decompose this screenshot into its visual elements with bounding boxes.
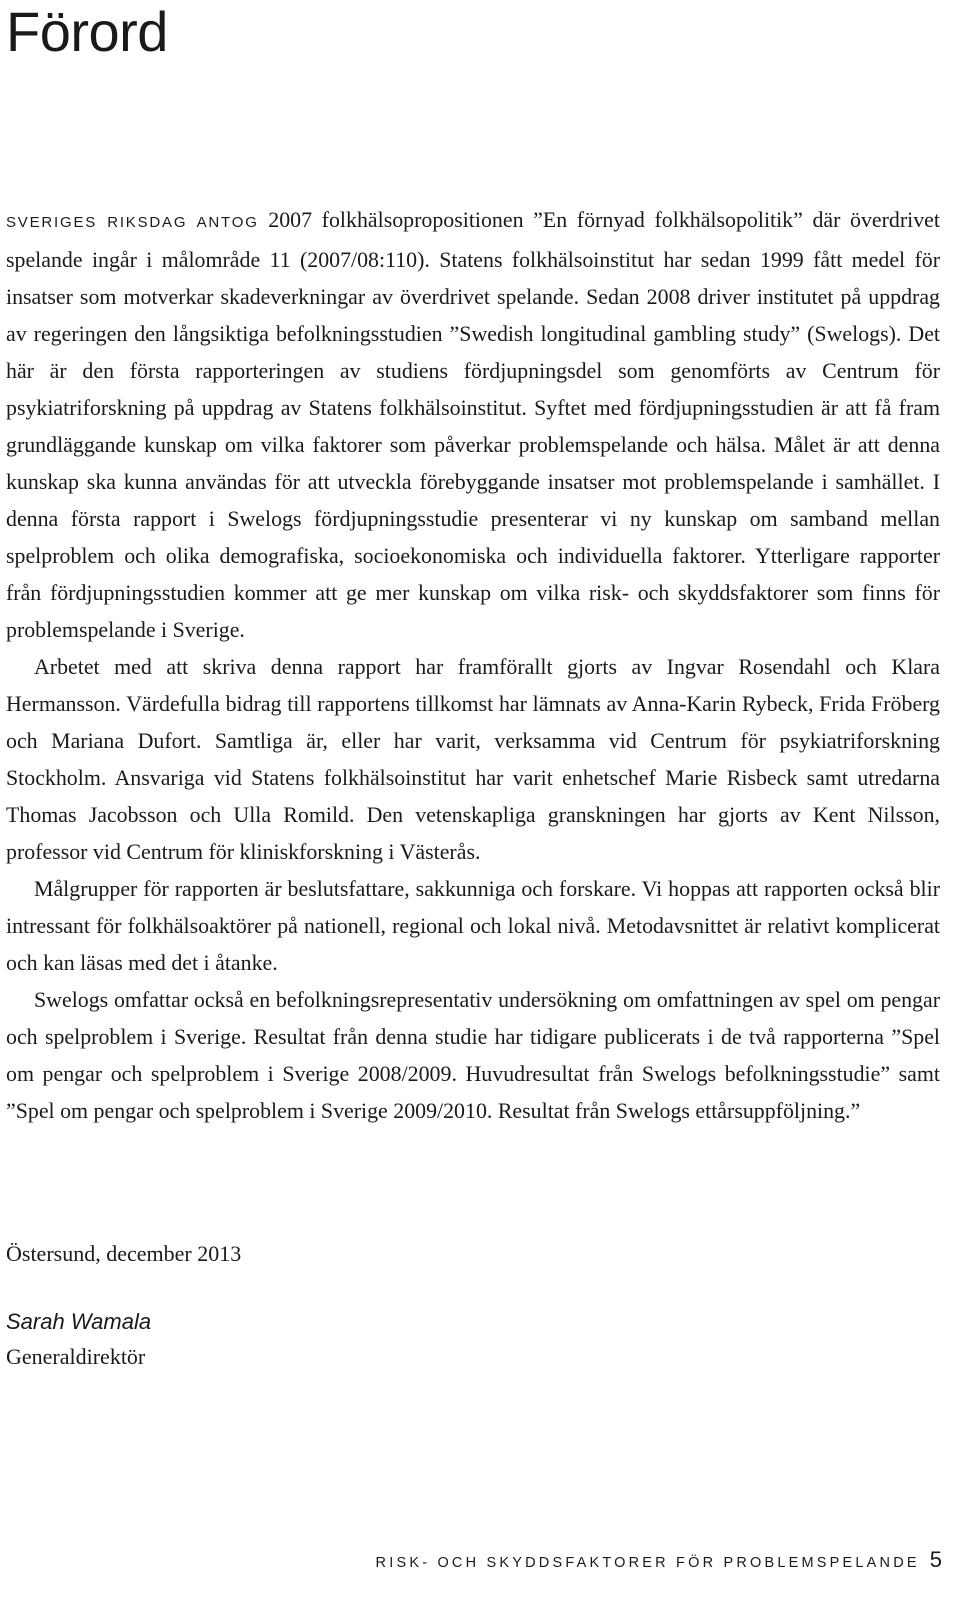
page-footer: [376, 1547, 942, 1573]
paragraph-acknowledgements: Arbetet med att skriva denna rapport har framförallt gjorts av Ingvar Rosendahl och Klara Hermansson. Värdefulla bidrag till rapportens tillkomst har lämnats av Anna-Karin Rybeck, Frida Fröberg och Mariana Dufort. Samtliga är, eller har varit, verksamma vid Centrum för psykiatriforskning Stockholm. Ansvariga vid Statens folkhälsoinstitut har varit enhetschef Marie Risbeck samt utredarna Thomas Jacobsson och Ulla Romild. Den vetenskapliga granskningen har gjorts av Kent Nilsson, professor vid Centrum för kliniskforskning i Västerås.: [6, 654, 940, 864]
running-footer-title: RISK- OCH SKYDDSFAKTORER FÖR PROBLEMSPELANDE: [375, 1555, 920, 1571]
paragraph-target-audience: Målgrupper för rapporten är beslutsfattare, sakkunniga och forskare. Vi hoppas att rapporten också blir intressant för folkhälsoaktörer på nationell, regional och lokal nivå. Metodavsnittet är relativt komplicerat och kan läsas med det i åtanke.: [6, 876, 940, 975]
place-date: Östersund, december 2013: [6, 1241, 242, 1266]
signature: Sarah Wamala: [6, 1309, 152, 1334]
lead-in-small-caps: SVERIGES RIKSDAG ANTOG: [6, 214, 259, 231]
paragraph-text: 2007 folkhälsopropositionen ”En förnyad folkhälsopolitik” där överdrivet spelande ingår i målområde 11 (2007/08:110). Statens folkhälsoinstitut har sedan 1999 fått medel för insatser som motverkar skadeverkningar av överdrivet spelande. Sedan 2008 driver institutet på uppdrag av regeringen den långsiktiga befolkningsstudien ”Swedish longitudinal gambling study” (Swelogs). Det här är den första rapporteringen av studiens fördjupningsdel som genomförts av Centrum för psykiatriforskning på uppdrag av Statens folkhälsoinstitut. Syftet med fördjupningsstudien är att få fram grundläggande kunskap om vilka faktorer som påverkar problemspelande och hälsa. Målet är att denna kunskap ska kunna användas för att utveckla förebyggande insatser mot problemspelande i samhället. I denna första rapport i Swelogs fördjupningsstudie presenterar vi ny kunskap om samband mellan spelproblem och olika demografiska, socioekonomiska och individuella faktorer. Ytterligare rapporter från fördjupningsstudien kommer att ge mer kunskap om vilka risk- och skyddsfaktorer som finns för problemspelande i Sverige.: [6, 207, 940, 642]
paragraph-intro: [6, 201, 940, 648]
page-title: Förord: [6, 0, 168, 63]
signer-title: Generaldirektör: [6, 1344, 146, 1369]
page-number: 5: [929, 1547, 942, 1572]
paragraph-swelogs: Swelogs omfattar också en befolkningsrepresentativ undersökning om omfattningen av spel om pengar och spelproblem i Sverige. Resultat från denna studie har tidigare publicerats i de två rapporterna ”Spel om pengar och spelproblem i Sverige 2008/2009. Huvudresultat från Swelogs befolkningsstudie” samt ”Spel om pengar och spelproblem i Sverige 2009/2010. Resultat från Swelogs ettårsuppföljning.”: [6, 987, 940, 1123]
foreword-body: [6, 201, 940, 1129]
